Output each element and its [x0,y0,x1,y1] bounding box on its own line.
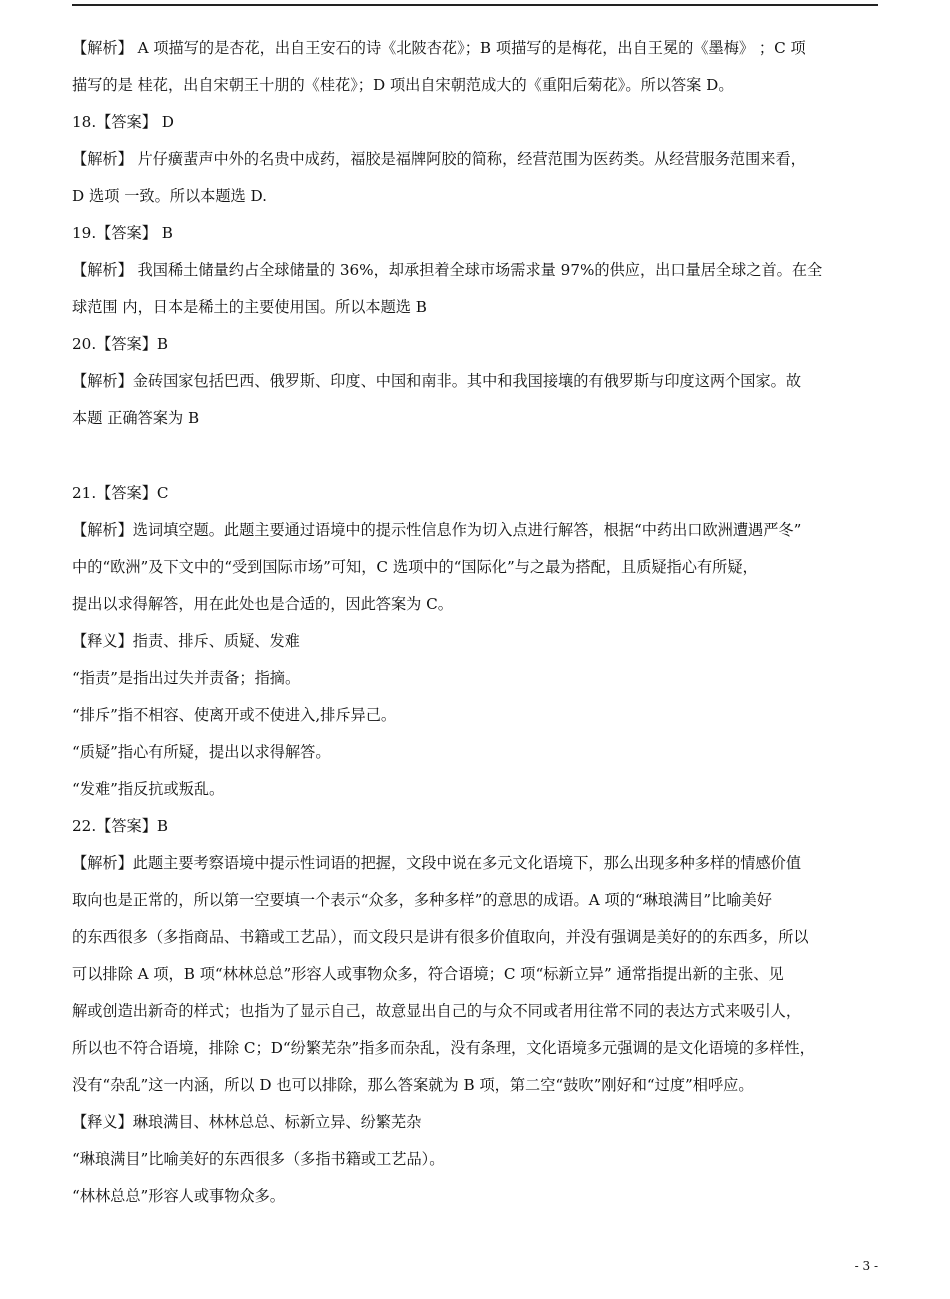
definition-line: “发难”指反抗或叛乱。 [72,780,225,798]
answer-heading-21: 21.【答案】C [72,484,169,502]
text-line: 中的“欧洲”及下文中的“受到国际市场”可知，C 选项中的“国际化”与之最为搭配，且质疑指心有所疑， [72,558,758,576]
text-line: 描写的是 桂花，出自宋朝王十朋的《桂花》；D 项出自宋朝范成大的《重阳后菊花》。所以答案 D。 [72,76,734,94]
text-line: 球范围 内，日本是稀土的主要使用国。所以本题选 B [72,298,427,316]
text-line: 【解析】金砖国家包括巴西、俄罗斯、印度、中国和南非。其中和我国接壤的有俄罗斯与印度这两个国家。故 [72,372,801,390]
definition-line: “排斥”指不相容、使离开或不使进入,排斥异己。 [72,706,397,724]
header-rule [72,4,878,6]
answer-section-17-20 [72,30,878,437]
text-line: 【解析】此题主要考察语境中提示性词语的把握，文段中说在多元文化语境下，那么出现多种多样的情感价值 [72,854,801,872]
definition-heading: 【释义】琳琅满目、林林总总、标新立异、纷繁芜杂 [72,1113,422,1131]
text-line: 【解析】 我国稀土储量约占全球储量的 36%，却承担着全球市场需求量 97%的供应，出口量居全球之首。在全 [72,261,823,279]
text-line: 【解析】 片仔癀蜚声中外的名贵中成药，福胶是福牌阿胶的简称，经营范围为医药类。从经营服务范围来看， [72,150,806,168]
definition-line: “质疑”指心有所疑，提出以求得解答。 [72,743,331,761]
answer-heading-22: 22.【答案】B [72,817,169,835]
text-line: 的东西很多（多指商品、书籍或工艺品），而文段只是讲有很多价值取向，并没有强调是美好的的东西多，所以 [72,928,809,946]
text-line: 本题 正确答案为 B [72,409,200,427]
text-line: 可以排除 A 项，B 项“林林总总”形容人或事物众多，符合语境；C 项“标新立异” 通常指提出新的主张、见 [72,965,784,983]
answer-section-21-22 [72,475,878,1215]
definition-line: “林林总总”形容人或事物众多。 [72,1187,285,1205]
text-line: D 选项 一致。所以本题选 D. [72,187,267,205]
definition-line: “指责”是指出过失并责备；指摘。 [72,669,301,687]
answer-heading-18: 18.【答案】 D [72,113,174,131]
page-number: - 3 - [854,1259,878,1273]
definition-heading: 【释义】指责、排斥、质疑、发难 [72,632,300,650]
text-line: 没有“杂乱”这一内涵，所以 D 也可以排除，那么答案就为 B 项，第二空“鼓吹”刚好和“过度”相呼应。 [72,1076,754,1094]
text-line: 提出以求得解答，用在此处也是合适的，因此答案为 C。 [72,595,453,613]
text-line: 取向也是正常的，所以第一空要填一个表示“众多，多种多样”的意思的成语。A 项的“琳琅满目”比喻美好 [72,891,772,909]
text-line: 【解析】 A 项描写的是杏花，出自王安石的诗《北陂杏花》；B 项描写的是梅花，出自王冕的《墨梅》 ；C 项 [72,39,806,57]
text-line: 所以也不符合语境，排除 C；D“纷繁芜杂”指多而杂乱，没有条理，文化语境多元强调的是文化语境的多样性， [72,1039,815,1057]
text-line: 【解析】选词填空题。此题主要通过语境中的提示性信息作为切入点进行解答，根据“中药出口欧洲遭遇严冬” [72,521,802,539]
text-line: 解或创造出新奇的样式；也指为了显示自己，故意显出自己的与众不同或者用往常不同的表达方式来吸引人， [72,1002,801,1020]
answer-heading-20: 20.【答案】B [72,335,169,353]
answer-heading-19: 19.【答案】 B [72,224,173,242]
definition-line: “琳琅满目”比喻美好的东西很多（多指书籍或工艺品）。 [72,1150,445,1168]
document-body [72,30,878,1215]
section-gap [72,437,878,475]
